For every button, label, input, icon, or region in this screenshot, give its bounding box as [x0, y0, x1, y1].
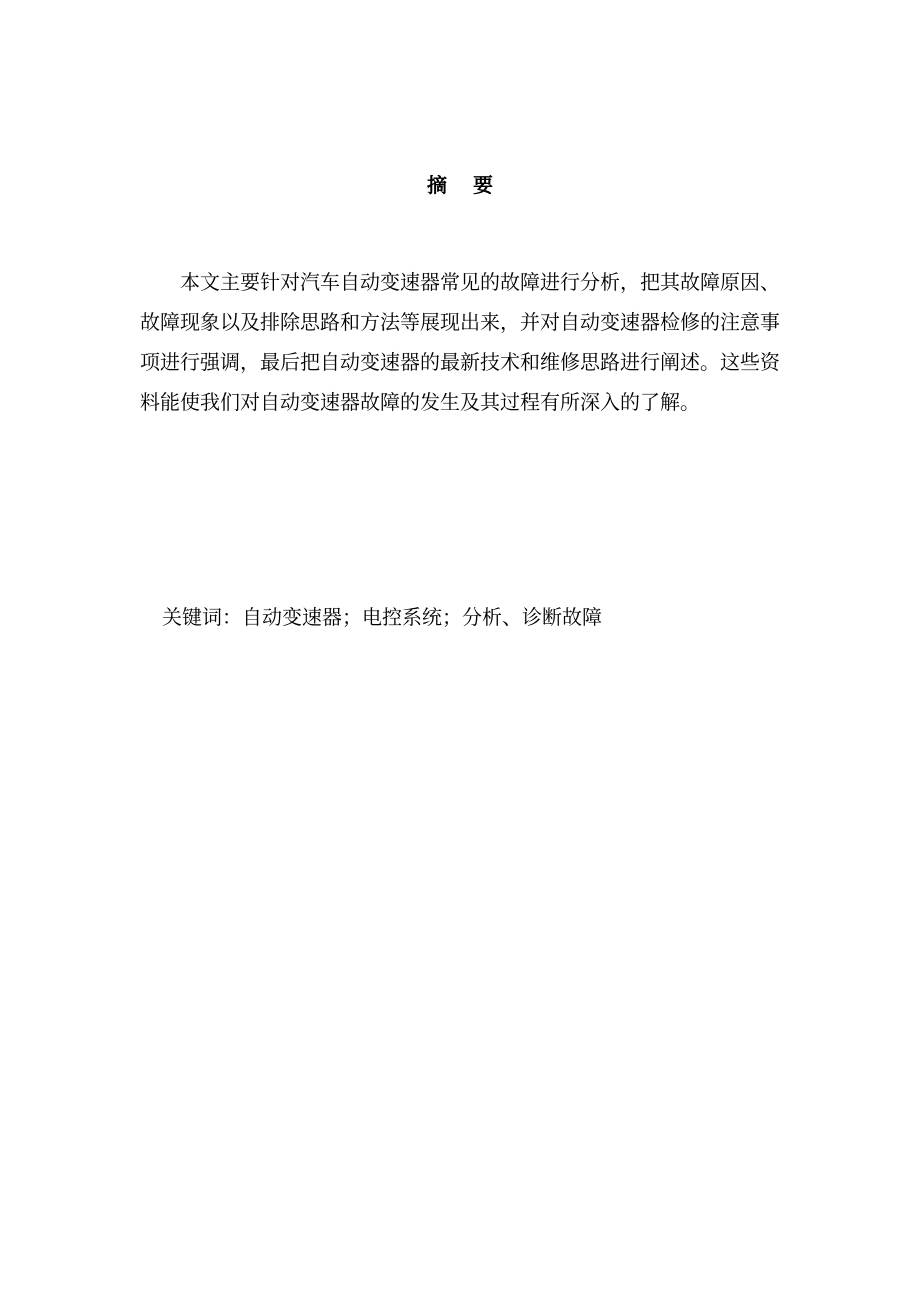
page-title: [0, 170, 920, 200]
keywords-label: 关键词：: [162, 605, 242, 629]
abstract-paragraph: 本文主要针对汽车自动变速器常见的故障进行分析，把其故障原因、故障现象以及排除思路和方法等展现出来，并对自动变速器检修的注意事项进行强调，最后把自动变速器的最新技术和维修思路进行阐述。这些资料能使我们对自动变速器故障的发生及其过程有所深入的了解。: [140, 270, 780, 414]
keywords-list: 自动变速器；电控系统；分析、诊断故障: [242, 605, 602, 629]
title-char-2: 要: [473, 173, 493, 197]
keywords-line: [162, 600, 802, 634]
title-char-1: 摘: [427, 173, 447, 197]
